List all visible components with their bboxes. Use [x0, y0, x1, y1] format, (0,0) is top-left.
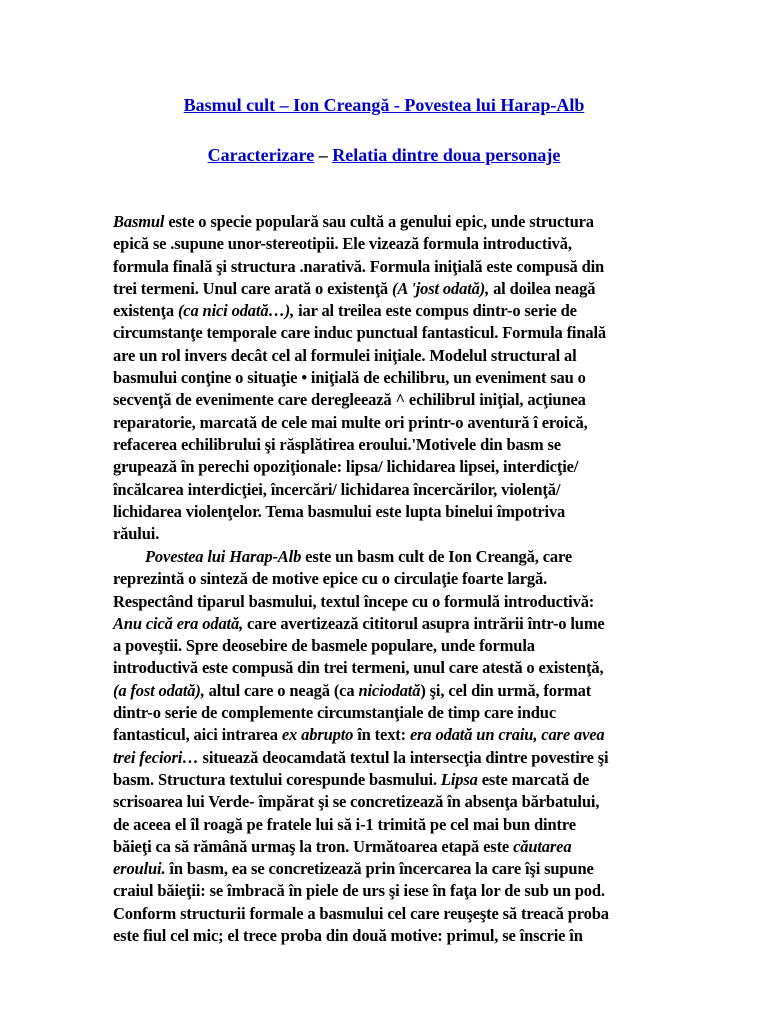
title-link[interactable]: Basmul cult – Ion Creangă - Povestea lui Harap-Alb [183, 95, 585, 115]
text-run: lichidarea violenţelor. Tema basmului este lupta binelui împotriva [113, 501, 566, 521]
text-line [113, 345, 633, 367]
text-run: este fiul cel mic; el trece proba din două motive: primul, se înscrie în [113, 926, 583, 946]
text-line [113, 367, 633, 389]
text-run: în basm, ea se concretizează prin încercarea la care îşi supune [165, 859, 594, 879]
text-line [113, 568, 633, 590]
text-run: secvenţă de evenimente care deregleează ^ echilibrul iniţial, acţiunea [113, 390, 586, 410]
text-line [113, 769, 633, 791]
text-run: răului. [113, 524, 160, 544]
text-line [113, 278, 633, 300]
text-run: trei termeni. Unul care arată o existenţă [113, 278, 393, 298]
text-run: reparatorie, marcată de cele mai multe ori printr-o aventură î eroică, [113, 412, 588, 432]
italic-text: Lipsa [440, 769, 478, 789]
text-run: al doilea neagă [489, 278, 596, 298]
italic-text: niciodată [358, 680, 421, 700]
italic-text: trei feciori… [113, 747, 199, 767]
italic-text: eroului. [113, 859, 166, 879]
text-run: este un basm cult de Ion Creangă, care [301, 547, 573, 566]
document-subtitle [0, 144, 768, 166]
text-run: situează deocamdată textul la intersecţia dintre povestire şi [198, 747, 609, 767]
text-line [113, 903, 633, 925]
italic-text: (ca nici odată…), [177, 301, 295, 321]
italic-text: era odată un craiu, care avea [409, 725, 605, 745]
text-run: de aceea el îl roagă pe fratele lui să i-1 trimită pe cel mai bun dintre [113, 814, 576, 834]
text-run: scrisoarea lui Verde- împărat şi se concretizează în absenţa bărbatului, [113, 792, 600, 812]
text-run: formula finală şi structura .narativă. Formula iniţială este compusă din [113, 256, 605, 276]
text-line [113, 389, 633, 411]
text-line [113, 546, 633, 568]
text-run: Respectând tiparul basmului, textul începe cu o formulă introductivă: [113, 591, 595, 611]
text-run: are un rol invers decât cel al formulei iniţiale. Modelul structural al [113, 345, 577, 365]
italic-text: Anu cică era odată, [113, 613, 244, 633]
text-run: refacerea echilibrului şi răsplătirea eroului.'Motivele din basm se [113, 434, 561, 454]
text-line [113, 680, 633, 702]
text-line [113, 322, 633, 344]
text-run: este o specie populară sau cultă a genului epic, unde structura [164, 212, 594, 231]
text-run: ) şi, cel din urmă, format [420, 680, 592, 700]
text-run: Conform structurii formale a basmului cel care reuşeşte să treacă proba [113, 903, 609, 923]
text-run: reprezintă o sinteză de motive epice cu o circulaţie foarte largă. [113, 569, 548, 589]
italic-text: căutarea [513, 836, 572, 856]
text-line [113, 233, 633, 255]
italic-text: Basmul [113, 212, 165, 231]
text-line [113, 456, 633, 478]
text-run: iar al treilea este compus dintr-o serie de [294, 301, 577, 321]
text-line [113, 479, 633, 501]
text-line [113, 300, 633, 322]
text-line [113, 591, 633, 613]
text-line [113, 613, 633, 635]
text-line [113, 814, 633, 836]
text-line [113, 523, 633, 545]
text-run: care avertizează cititorul asupra intrării într-o lume [243, 613, 605, 633]
text-line [113, 434, 633, 456]
text-line [113, 836, 633, 858]
italic-text: (a fost odată), [113, 680, 205, 700]
text-run: băieţi ca să rămână urmaş la tron. Următoarea etapă este [113, 836, 514, 856]
text-line [113, 501, 633, 523]
italic-text: (A 'jost odată), [392, 278, 490, 298]
text-line [113, 724, 633, 746]
relatia-link[interactable]: Relatia dintre doua personaje [332, 145, 561, 165]
text-run: existenţa [113, 301, 178, 321]
text-line [113, 211, 633, 233]
text-run: fantasticul, aici intrarea [113, 725, 282, 745]
text-line [113, 256, 633, 278]
text-run: în text: [353, 725, 410, 745]
text-run: craiul băieţii: se îmbracă în piele de urs şi iese în faţa lor de sub un pod. [113, 881, 605, 901]
text-run: este marcată de [477, 769, 590, 789]
text-line [113, 702, 633, 724]
text-line [113, 858, 633, 880]
text-line [113, 412, 633, 434]
italic-text: Povestea lui Harap-Alb [145, 547, 302, 566]
text-run: a poveştii. Spre deosebire de basmele populare, unde formula [113, 636, 535, 656]
text-run: încălcarea interdicţiei, încercări/ lichidarea încercărilor, violenţă/ [113, 479, 561, 499]
text-run: dintr-o serie de complemente circumstanţiale de timp care induc [113, 703, 556, 723]
paragraph-harap-alb [113, 546, 633, 947]
text-run: basm. Structura textului corespunde basmului. [113, 769, 441, 789]
text-run: altul care o neagă (ca [204, 680, 359, 700]
text-line [113, 925, 633, 947]
text-run: introductivă este compusă din trei termeni, unul care atestă o existenţă, [113, 658, 604, 678]
text-line [113, 747, 633, 769]
paragraph-basmul [113, 211, 633, 545]
caracterizare-link[interactable]: Caracterizare [207, 145, 315, 165]
text-run: circumstanţe temporale care induc punctual fantasticul. Formula finală [113, 323, 607, 343]
text-line [113, 635, 633, 657]
text-line [113, 791, 633, 813]
text-run: basmului conţine o situaţie • iniţială de echilibru, un eveniment sau o [113, 368, 586, 388]
subtitle-separator: – [314, 145, 333, 165]
text-run: grupează în perechi opoziţionale: lipsa/ lichidarea lipsei, interdicţie/ [113, 457, 579, 477]
text-line [113, 880, 633, 902]
italic-text: ex abrupto [281, 725, 354, 745]
document-title [0, 94, 768, 116]
text-run: epică se .supune unor-stereotipii. Ele vizează formula introductivă, [113, 234, 572, 254]
text-line [113, 657, 633, 679]
